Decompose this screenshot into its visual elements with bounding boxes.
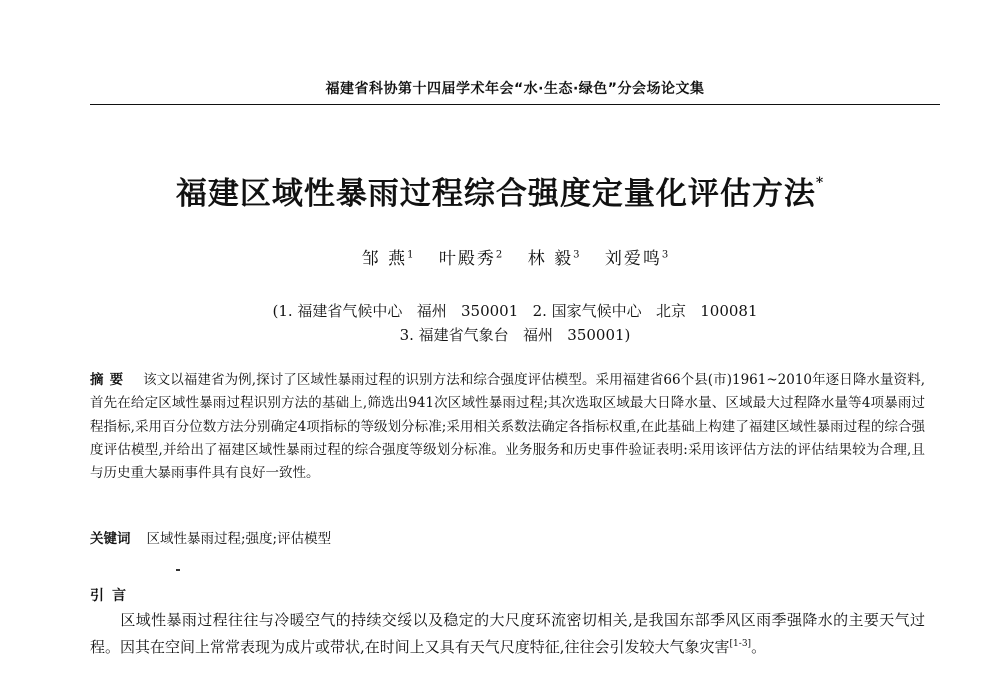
section-heading: 引言 — [90, 588, 134, 604]
author-affil-mark: 1 — [407, 249, 414, 261]
keywords — [90, 527, 925, 547]
keywords-label: 关键词 — [90, 531, 131, 547]
author — [439, 249, 502, 269]
author-name: 邹 燕 — [361, 249, 408, 269]
author-affil-mark: 3 — [661, 249, 669, 261]
affiliation-line-2: 3. 福建省气象台 福州 350001) — [399, 326, 631, 344]
affiliation-line-1: (1. 福建省气候中心 福州 350001 2. 国家气候中心 北京 100081 — [272, 302, 758, 320]
author-affil-mark: 2 — [495, 249, 503, 261]
body-paragraph — [90, 608, 925, 659]
author — [362, 249, 414, 269]
abstract — [90, 369, 925, 485]
scan-artifact — [176, 569, 180, 571]
author — [605, 249, 668, 269]
author-name: 刘爱鸣 — [604, 249, 662, 269]
author-name: 叶殿秀 — [438, 249, 496, 269]
author — [528, 249, 580, 269]
title-footnote-mark: * — [815, 174, 825, 191]
paper-title-text: 福建区域性暴雨过程综合强度定量化评估方法 — [175, 176, 816, 212]
running-header: 福建省科协第十四届学术年会“水·生态·绿色”分会场论文集 — [325, 81, 705, 97]
author-affil-mark: 3 — [573, 249, 580, 261]
paper-title — [60, 168, 940, 213]
keywords-text: 区域性暴雨过程;强度;评估模型 — [146, 531, 332, 547]
citation-ref: [1-3] — [729, 639, 752, 649]
header-divider — [90, 104, 940, 105]
abstract-label: 摘要 — [90, 372, 130, 388]
author-list — [90, 244, 940, 269]
author-name: 林 毅 — [527, 249, 574, 269]
body-paragraph-text: 区域性暴雨过程往往与冷暖空气的持续交绥以及稳定的大尺度环流密切相关,是我国东部季风区雨季强降水的主要天气过程。因其在空间上常常表现为成片或带状,在时间上又具有天气尺度特征,往往会引发较大气象灾害 — [90, 611, 925, 656]
body-paragraph-end: 。 — [751, 638, 767, 656]
abstract-text: 该文以福建省为例,探讨了区域性暴雨过程的识别方法和综合强度评估模型。采用福建省66个县(市)1961~2010年逐日降水量资料,首先在给定区域性暴雨过程识别方法的基础上,筛选出941次区域性暴雨过程;其次选取区域最大日降水量、区域最大过程降水量等4项暴雨过程指标,采用百分位数方法分别确定4项指标的等级划分标准;采用相关系数法确定各指标权重,在此基础上构建了福建区域性暴雨过程的综合强度评估模型,并给出了福建区域性暴雨过程的综合强度等级划分标准。业务服务和历史事件验证表明:采用该评估方法的评估结果较为合理,且与历史重大暴雨事件具有良好一致性。 — [90, 372, 925, 482]
